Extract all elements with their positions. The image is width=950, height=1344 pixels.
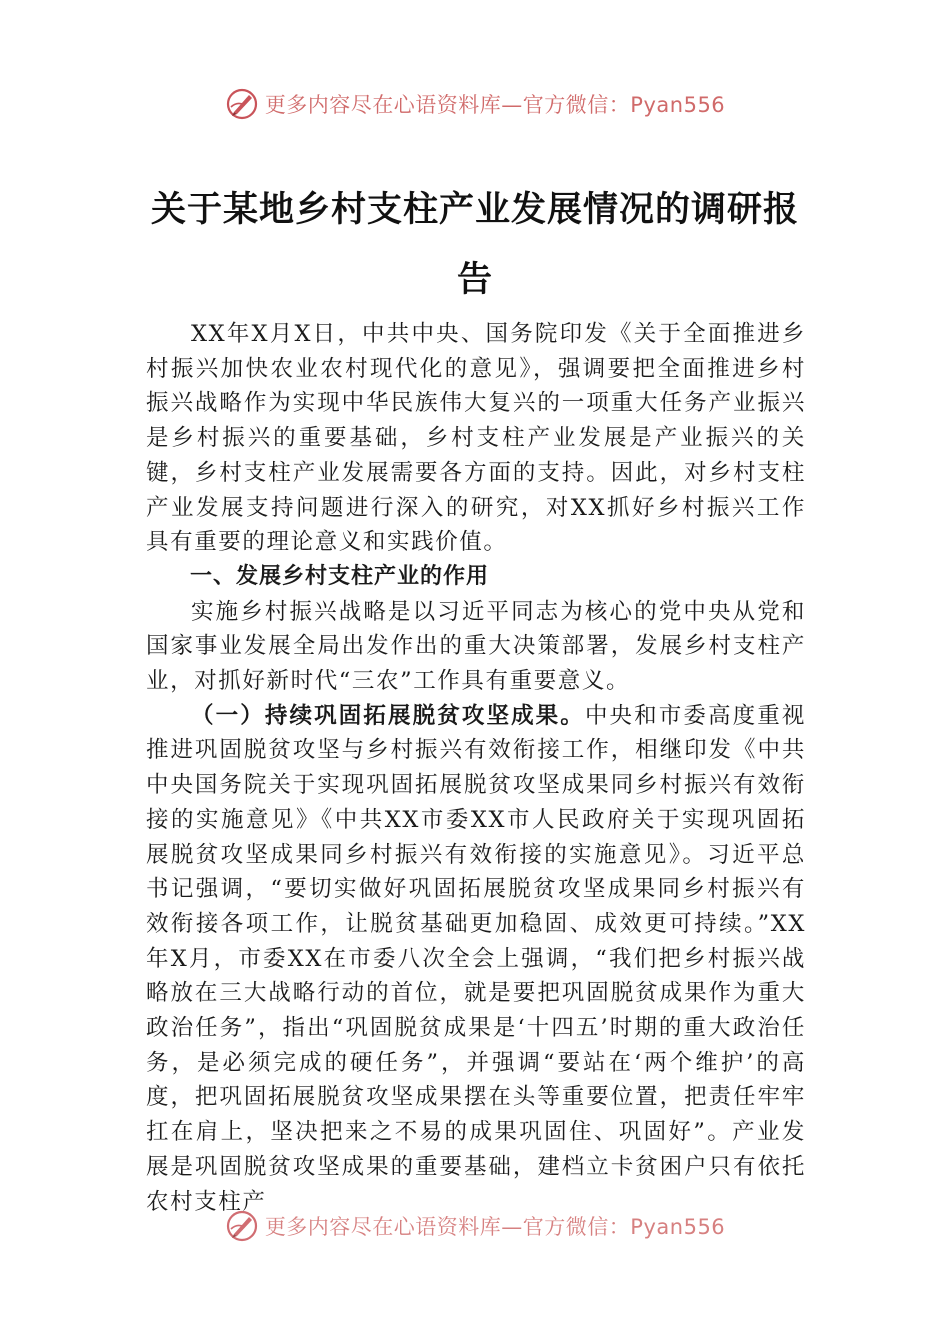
section-heading-1: 一、发展乡村支柱产业的作用 — [190, 563, 490, 589]
pen-logo-icon — [225, 87, 259, 121]
document-title — [130, 175, 820, 315]
paragraph-section-1: 实施乡村振兴战略是以习近平同志为核心的党中央从党和国家事业发展全局出发作出的重大决策部署，发展乡村支柱产业，对抓好新时代“三农”工作具有重要意义。 — [146, 598, 806, 695]
subsection-lead: （一）持续巩固拓展脱贫攻坚成果。 — [191, 702, 585, 729]
watermark-header — [0, 84, 950, 124]
document-body — [146, 317, 806, 1219]
subsection-body: 中央和市委高度重视推进巩固脱贫攻坚与乡村振兴有效衔接工作，相继印发《中共中央国务院关于实现巩固拓展脱贫攻坚成果同乡村振兴有效衔接的实施意见》《中共XX市委XX市人民政府关于实现巩固拓展脱贫攻坚成果同乡村振兴有效衔接的实施意见》。习近平总书记强调，“要切实做好巩固拓展脱贫攻坚成果同乡村振兴有效衔接各项工作，让脱贫基础更加稳固、成效更可持续。”XX年X月，市委XX在市委八次全会上强调，“我们把乡村振兴战略放在三大战略行动的首位，就是要把巩固脱贫成果作为重大政治任务”，指出“巩固脱贫成果是‘十四五’时期的重大政治任务，是必须完成的硬任务”，并强调“要站在‘两个维护’的高度，把巩固拓展脱贫攻坚成果摆在头等重要位置，把责任牢牢扛在肩上，坚决把来之不易的成果巩固住、巩固好”。产业发展是巩固脱贫攻坚成果的重要基础，建档立卡贫困户只有依托农村支柱产 — [146, 702, 806, 1215]
title-line-2: 告 — [456, 259, 493, 300]
paragraph-subsection-1 — [146, 699, 806, 1220]
title-line-1: 关于某地乡村支柱产业发展情况的调研报 — [150, 189, 799, 230]
pen-logo-icon — [225, 1209, 259, 1243]
watermark-text: 更多内容尽在心语资料库—官方微信：Pyan556 — [264, 1215, 726, 1239]
watermark-footer — [0, 1206, 950, 1246]
watermark-text: 更多内容尽在心语资料库—官方微信：Pyan556 — [264, 93, 726, 117]
paragraph-intro: XX年X月X日，中共中央、国务院印发《关于全面推进乡村振兴加快农业农村现代化的意见》，强调要把全面推进乡村振兴战略作为实现中华民族伟大复兴的一项重大任务产业振兴是乡村振兴的重要基础，乡村支柱产业发展是产业振兴的关键，乡村支柱产业发展需要各方面的支持。因此，对乡村支柱产业发展支持问题进行深入的研究，对XX抓好乡村振兴工作具有重要的理论意义和实践价值。 — [146, 321, 806, 556]
